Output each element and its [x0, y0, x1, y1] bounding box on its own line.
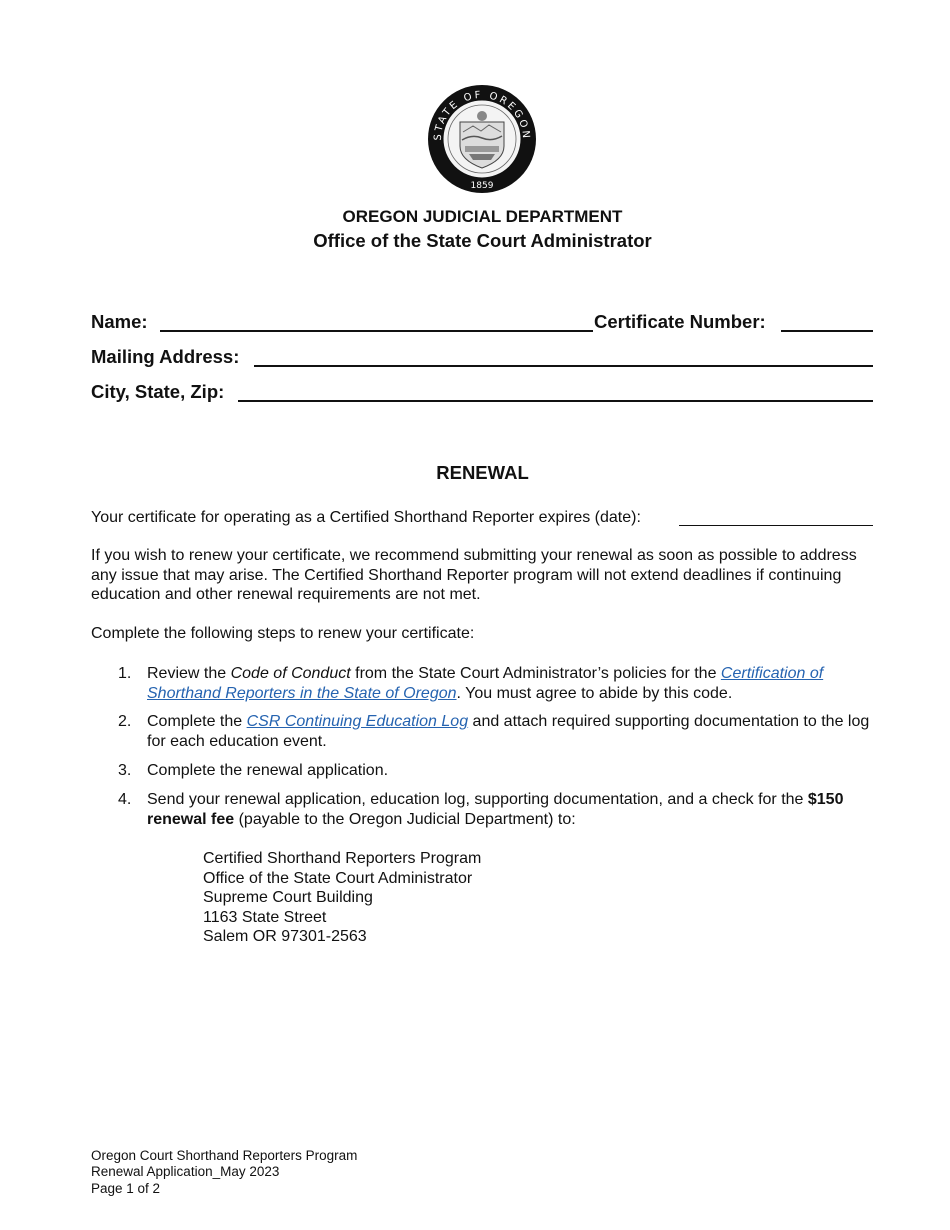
name-label: Name: [91, 311, 148, 332]
footer-line: Renewal Application_May 2023 [91, 1164, 280, 1180]
seal-top-text: STATE OF OREGON [432, 89, 532, 141]
step-number: 3. [118, 762, 132, 779]
office-heading: Office of the State Court Administrator [313, 230, 652, 251]
certificate-number-field[interactable] [781, 330, 873, 332]
city-state-zip-field[interactable] [238, 400, 873, 402]
step-number: 4. [118, 791, 132, 808]
seal-year: 1859 [470, 181, 494, 191]
renewal-title: RENEWAL [436, 462, 529, 483]
certificate-number-label: Certificate Number: [594, 311, 766, 332]
step-number: 2. [118, 713, 132, 730]
name-field[interactable] [160, 330, 593, 332]
expiration-date-field[interactable] [679, 525, 873, 526]
oregon-state-seal [427, 84, 537, 194]
step-4-text: Send your renewal application, education log, supporting documentation, and a check for the $150 renewal fee (payable to the Oregon Judicial Department) to: [147, 791, 844, 828]
step-3-text: Complete the renewal application. [147, 762, 389, 779]
mailing-address-label: Mailing Address: [91, 346, 240, 367]
footer-line: Oregon Court Shorthand Reporters Program [91, 1148, 358, 1163]
address-line: Salem OR 97301-2563 [203, 928, 367, 946]
address-line: Office of the State Court Administrator [203, 869, 473, 887]
mailing-address-block [203, 849, 481, 947]
certification-policy-link[interactable]: Certification of Shorthand Reporters in the State of Oregon [147, 665, 824, 702]
intro-paragraph: If you wish to renew your certificate, we recommend submitting your renewal as soon as possible to address any issue that may arise. The Certified Shorthand Reporter program will not extend deadlines if continuing education and other renewal requirements are not met. [91, 547, 857, 603]
page-footer [91, 1148, 357, 1197]
address-line: Supreme Court Building [203, 889, 373, 907]
steps-intro: Complete the following steps to renew your certificate: [91, 625, 475, 642]
address-line: 1163 State Street [203, 908, 327, 926]
address-line: Certified Shorthand Reporters Program [203, 850, 482, 867]
expiration-text: Your certificate for operating as a Certified Shorthand Reporter expires (date): [91, 509, 641, 526]
mailing-address-field[interactable] [254, 365, 873, 367]
education-log-link[interactable]: CSR Continuing Education Log [246, 713, 469, 730]
step-1-text: Review the Code of Conduct from the State Court Administrator’s policies for the Certification of Shorthand Reporters in the State of Oregon. You must agree to abide by this code. [147, 665, 824, 702]
step-2-text: Complete the CSR Continuing Education Log and attach required supporting documentation to the log for each education event. [147, 713, 870, 750]
department-heading: OREGON JUDICIAL DEPARTMENT [342, 207, 623, 226]
city-state-zip-label: City, State, Zip: [91, 381, 225, 402]
step-number: 1. [118, 665, 132, 682]
renewal-fee: $150 renewal fee [147, 791, 844, 828]
footer-line: Page 1 of 2 [91, 1180, 161, 1196]
code-of-conduct-text: Code of Conduct [230, 665, 351, 682]
